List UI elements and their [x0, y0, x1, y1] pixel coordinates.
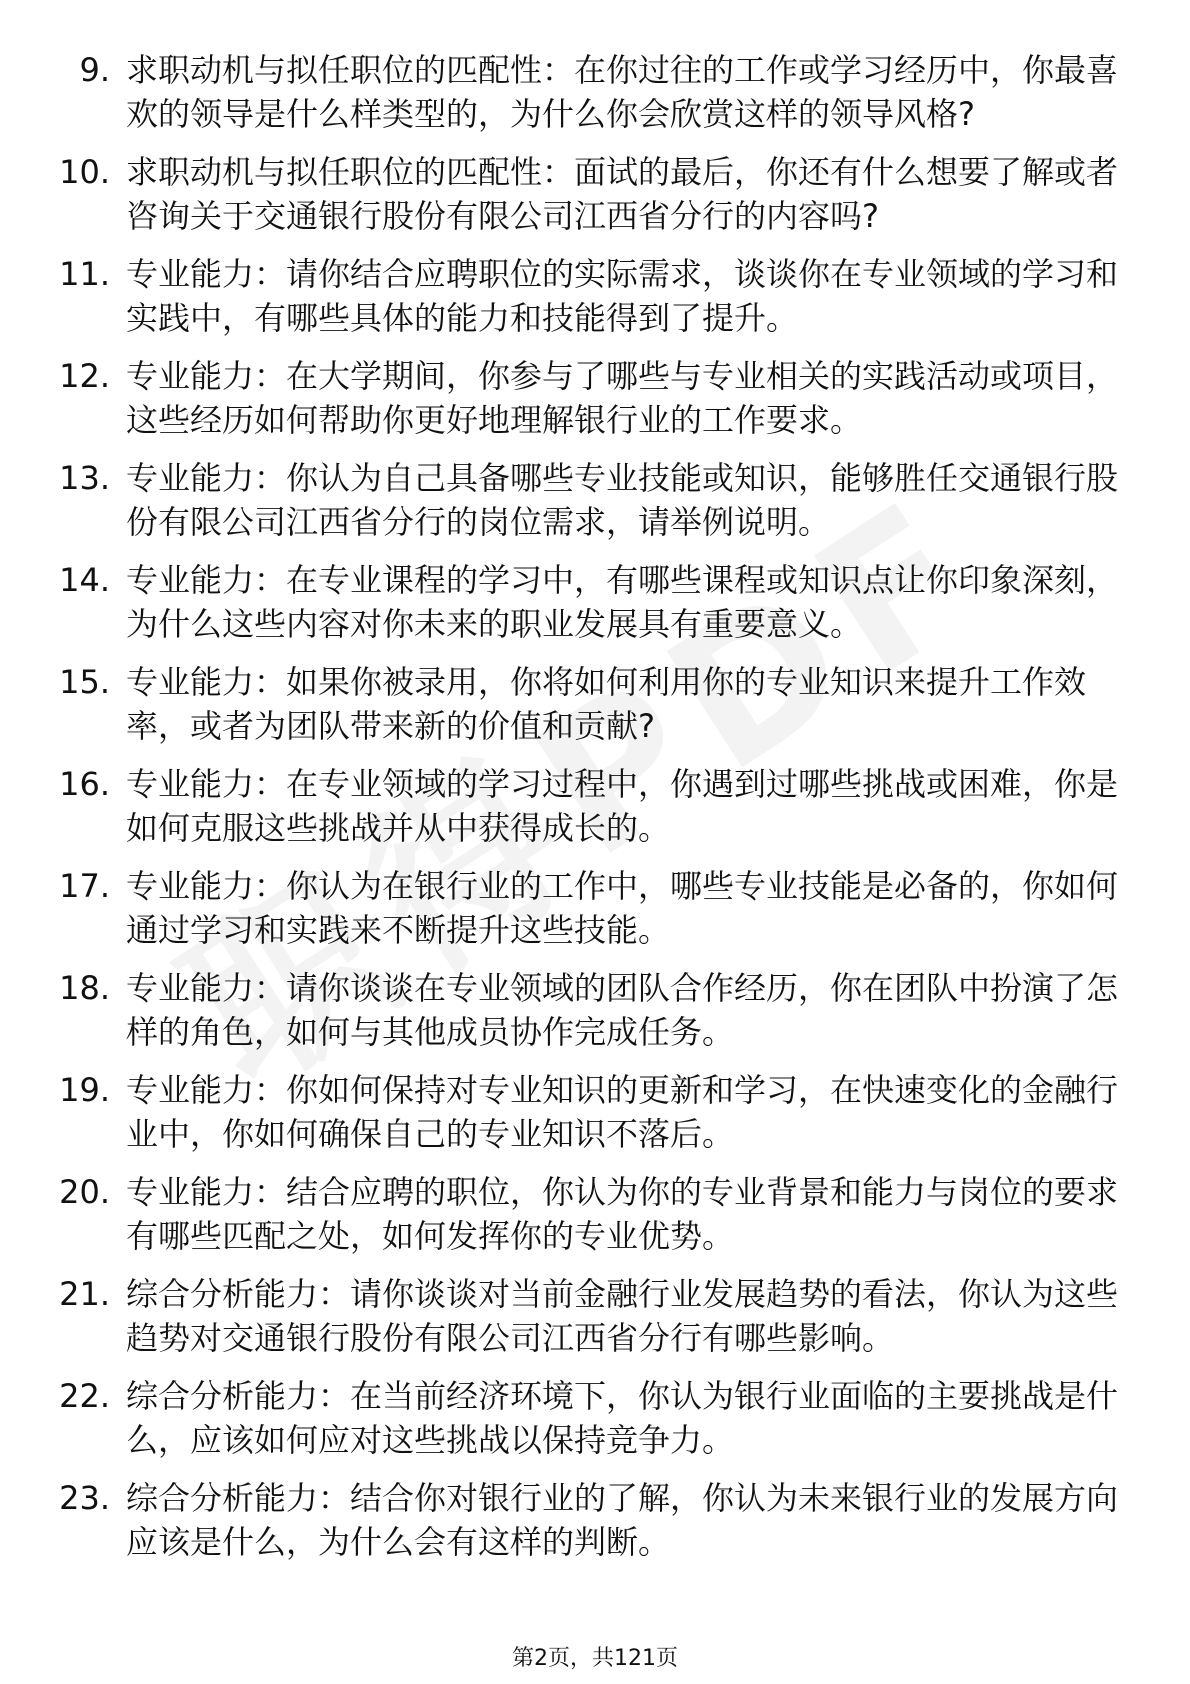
question-item	[0, 1068, 1190, 1156]
question-text: 综合分析能力：在当前经济环境下，你认为银行业面临的主要挑战是什么，应该如何应对这些挑战以保持竞争力。	[126, 1377, 1119, 1459]
question-item	[0, 150, 1190, 238]
question-number: 23.	[59, 1479, 110, 1517]
question-item	[0, 456, 1190, 544]
question-item	[0, 1272, 1190, 1360]
question-item	[0, 762, 1190, 850]
question-text: 专业能力：你认为在银行业的工作中，哪些专业技能是必备的，你如何通过学习和实践来不断提升这些技能。	[126, 867, 1119, 949]
question-text: 专业能力：你认为自己具备哪些专业技能或知识，能够胜任交通银行股份有限公司江西省分行的岗位需求，请举例说明。	[126, 459, 1119, 541]
question-number: 19.	[59, 1071, 110, 1109]
question-text: 专业能力：你如何保持对专业知识的更新和学习，在快速变化的金融行业中，你如何确保自己的专业知识不落后。	[126, 1071, 1119, 1153]
question-text: 求职动机与拟任职位的匹配性：在你过往的工作或学习经历中，你最喜欢的领导是什么样类型的，为什么你会欣赏这样的领导风格?	[126, 51, 1119, 133]
question-list	[0, 48, 1190, 1578]
question-number: 11.	[59, 255, 110, 293]
question-text: 专业能力：结合应聘的职位，你认为你的专业背景和能力与岗位的要求有哪些匹配之处，如何发挥你的专业优势。	[126, 1173, 1119, 1255]
page-footer: 第2页，共121页	[512, 1646, 678, 1671]
question-item	[0, 558, 1190, 646]
question-number: 9.	[79, 51, 110, 89]
question-item	[0, 966, 1190, 1054]
question-number: 14.	[59, 561, 110, 599]
question-number: 20.	[59, 1173, 110, 1211]
question-text: 专业能力：在专业课程的学习中，有哪些课程或知识点让你印象深刻，为什么这些内容对你未来的职业发展具有重要意义。	[126, 561, 1119, 643]
question-item	[0, 48, 1190, 136]
question-number: 21.	[59, 1275, 110, 1313]
question-number: 15.	[59, 663, 110, 701]
question-item	[0, 1476, 1190, 1564]
question-number: 18.	[59, 969, 110, 1007]
question-number: 16.	[59, 765, 110, 803]
question-item	[0, 354, 1190, 442]
question-text: 综合分析能力：结合你对银行业的了解，你认为未来银行业的发展方向应该是什么，为什么会有这样的判断。	[126, 1479, 1119, 1561]
question-text: 专业能力：请你结合应聘职位的实际需求，谈谈你在专业领域的学习和实践中，有哪些具体的能力和技能得到了提升。	[126, 255, 1119, 337]
question-item	[0, 660, 1190, 748]
question-item	[0, 1374, 1190, 1462]
question-number: 13.	[59, 459, 110, 497]
question-text: 专业能力：在专业领域的学习过程中，你遇到过哪些挑战或困难，你是如何克服这些挑战并从中获得成长的。	[126, 765, 1119, 847]
question-item	[0, 1170, 1190, 1258]
question-text: 专业能力：请你谈谈在专业领域的团队合作经历，你在团队中扮演了怎样的角色，如何与其他成员协作完成任务。	[126, 969, 1119, 1051]
question-number: 12.	[59, 357, 110, 395]
question-text: 专业能力：如果你被录用，你将如何利用你的专业知识来提升工作效率，或者为团队带来新的价值和贡献?	[126, 663, 1087, 745]
question-text: 求职动机与拟任职位的匹配性：面试的最后，你还有什么想要了解或者咨询关于交通银行股份有限公司江西省分行的内容吗?	[126, 153, 1119, 235]
question-item	[0, 864, 1190, 952]
question-item	[0, 252, 1190, 340]
question-number: 10.	[59, 153, 110, 191]
question-text: 综合分析能力：请你谈谈对当前金融行业发展趋势的看法，你认为这些趋势对交通银行股份有限公司江西省分行有哪些影响。	[126, 1275, 1119, 1357]
question-number: 17.	[59, 867, 110, 905]
question-number: 22.	[59, 1377, 110, 1415]
question-text: 专业能力：在大学期间，你参与了哪些与专业相关的实践活动或项目，这些经历如何帮助你更好地理解银行业的工作要求。	[126, 357, 1119, 439]
